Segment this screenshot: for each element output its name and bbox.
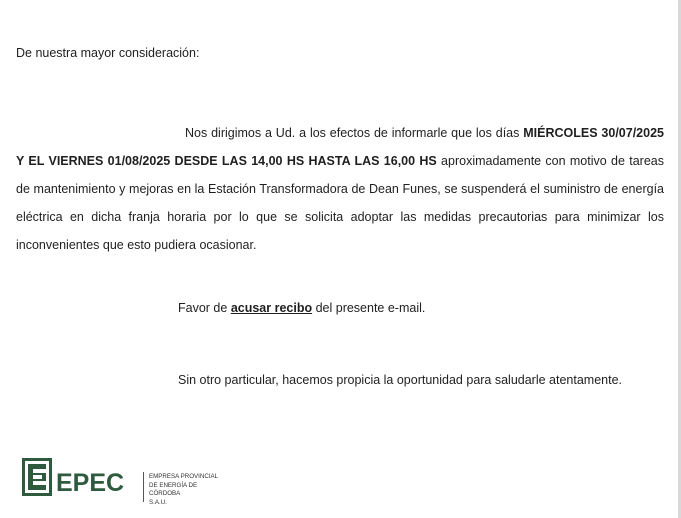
body-paragraph	[16, 119, 664, 259]
epec-emblem-icon	[22, 458, 52, 496]
logo-wordmark: EPEC	[56, 469, 125, 497]
company-name	[149, 473, 219, 507]
body-intro: Nos dirigimos a Ud. a los efectos de informarle que los días	[185, 126, 524, 140]
acusar-recibo-link[interactable]: acusar recibo	[230, 301, 313, 315]
greeting: De nuestra mayor consideración:	[16, 46, 200, 60]
logo-divider	[143, 472, 144, 502]
body-dates: MIÉRCOLES 30/07/2025 Y EL VIERNES 01/08/2025 DESDE LAS 14,00 HS HASTA LAS 16,00 HS	[16, 126, 664, 168]
acknowledge-line	[178, 301, 425, 315]
closing: Sin otro particular, hacemos propicia la oportunidad para saludarle atentamente.	[178, 373, 623, 387]
ack-before: Favor de	[178, 301, 231, 315]
ack-after: del presente e-mail.	[312, 301, 426, 315]
company-line-2: DE ENERGÍA DE CÓRDOBA	[149, 481, 198, 497]
company-line-1: EMPRESA PROVINCIAL	[149, 473, 219, 480]
company-line-3: S.A.U.	[149, 498, 167, 506]
body-rest: aproximadamente con motivo de tareas de mantenimiento y mejoras en la Estación Transformadora de Dean Funes, se suspenderá el suministro de energía eléctrica en dicha franja horaria por lo que se solicita adoptar las medidas precautorias para minimizar los inconvenientes que esto pudiera ocasionar.	[16, 154, 664, 252]
